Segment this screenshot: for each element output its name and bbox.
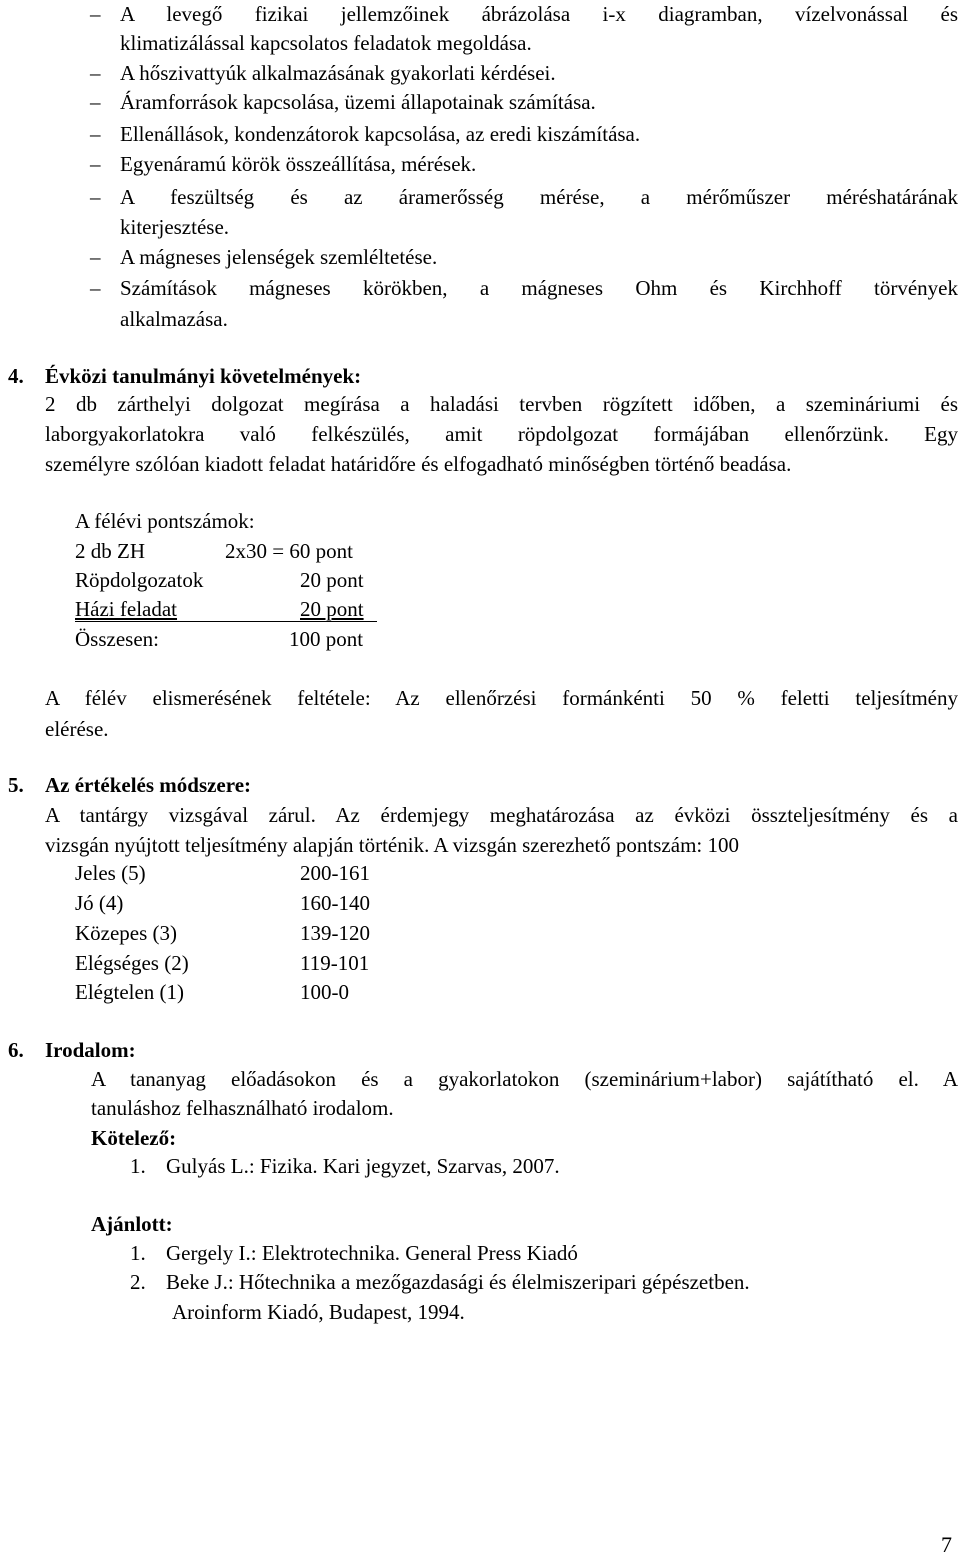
list-item: Áramforrások kapcsolása, üzemi állapotainak számítása. xyxy=(120,90,596,114)
list-item: A mágneses jelenségek szemléltetése. xyxy=(120,245,438,269)
points-value: 2x30 = 60 pont xyxy=(225,539,353,563)
section-title: Irodalom: xyxy=(45,1038,136,1062)
reference-number: 1. xyxy=(130,1241,146,1265)
recommended-title: Ajánlott: xyxy=(91,1212,173,1236)
list-item: Egyenáramú körök összeállítása, mérések. xyxy=(120,152,477,176)
grade-range: 200-161 xyxy=(300,861,370,885)
grade-name: Elégtelen (1) xyxy=(75,980,185,1004)
section-number: 6. xyxy=(8,1038,24,1062)
list-dash: – xyxy=(90,61,101,85)
points-value: 20 pont xyxy=(300,568,364,592)
points-label: Összesen: xyxy=(75,627,159,651)
points-title: A félévi pontszámok: xyxy=(75,509,255,533)
list-item-cont: alkalmazása. xyxy=(120,307,228,331)
reference-item: Gergely I.: Elektrotechnika. General Press Kiadó xyxy=(166,1241,578,1265)
required-title: Kötelező: xyxy=(91,1126,177,1150)
list-dash: – xyxy=(90,122,101,146)
list-item: Számítások mágneses körökben, a mágneses Ohm és Kirchhoff törvények xyxy=(120,276,958,300)
reference-item: Beke J.: Hőtechnika a mezőgazdasági és élelmiszeripari gépészetben. xyxy=(166,1270,750,1294)
paragraph-line: 2 db zárthelyi dolgozat megírása a haladási tervben rögzített időben, a szemináriumi és xyxy=(45,392,958,416)
points-label: 2 db ZH xyxy=(75,539,145,563)
sum-rule xyxy=(75,621,377,622)
list-dash: – xyxy=(90,90,101,114)
list-dash: – xyxy=(90,2,101,26)
list-item: A feszültség és az áramerősség mérése, a mérőműszer méréshatárának xyxy=(120,185,958,209)
points-value: 100 pont xyxy=(289,627,364,651)
paragraph-line: tanuláshoz felhasználható irodalom. xyxy=(91,1096,394,1120)
paragraph-line: vizsgán nyújtott teljesítmény alapján történik. A vizsgán szerezhető pontszám: 100 xyxy=(45,833,739,857)
section-title: Az értékelés módszere: xyxy=(45,773,252,797)
points-label: Röpdolgozatok xyxy=(75,568,204,592)
reference-item-cont: Aroinform Kiadó, Budapest, 1994. xyxy=(172,1300,465,1324)
section-title: Évközi tanulmányi követelmények: xyxy=(45,364,362,388)
reference-number: 1. xyxy=(130,1154,146,1178)
list-item: A levegő fizikai jellemzőinek ábrázolása i-x diagramban, vízelvonással és xyxy=(120,2,958,26)
points-label: Házi feladat xyxy=(75,597,178,621)
reference-item: Gulyás L.: Fizika. Kari jegyzet, Szarvas, 2007. xyxy=(166,1154,560,1178)
grade-name: Jeles (5) xyxy=(75,861,146,885)
list-dash: – xyxy=(90,185,101,209)
list-item: Ellenállások, kondenzátorok kapcsolása, az eredi kiszámítása. xyxy=(120,122,641,146)
list-dash: – xyxy=(90,245,101,269)
grade-name: Jó (4) xyxy=(75,891,124,915)
grade-name: Elégséges (2) xyxy=(75,951,189,975)
list-item-cont: kiterjesztése. xyxy=(120,215,230,239)
grade-range: 139-120 xyxy=(300,921,370,945)
list-dash: – xyxy=(90,152,101,176)
section-number: 5. xyxy=(8,773,24,797)
grade-range: 160-140 xyxy=(300,891,370,915)
reference-number: 2. xyxy=(130,1270,146,1294)
page-number: 7 xyxy=(941,1532,952,1557)
section-number: 4. xyxy=(8,364,24,388)
grade-name: Közepes (3) xyxy=(75,921,178,945)
grade-range: 119-101 xyxy=(300,951,370,975)
list-dash: – xyxy=(90,276,101,300)
condition-line: elérése. xyxy=(45,717,109,741)
paragraph-line: személyre szólóan kiadott feladat határidőre és elfogadható minőségben történő beadása. xyxy=(45,452,792,476)
points-value: 20 pont xyxy=(300,597,364,621)
list-item-cont: klimatizálással kapcsolatos feladatok megoldása. xyxy=(120,31,532,55)
paragraph-line: A tananyag előadásokon és a gyakorlatokon (szeminárium+labor) sajátítható el. A xyxy=(91,1067,958,1091)
list-item: A hőszivattyúk alkalmazásának gyakorlati kérdései. xyxy=(120,61,556,85)
grade-range: 100-0 xyxy=(300,980,349,1004)
condition-line: A félév elismerésének feltétele: Az ellenőrzési formánkénti 50 % feletti teljesítmény xyxy=(45,686,958,710)
paragraph-line: laborgyakorlatokra való felkészülés, amit röpdolgozat formájában ellenőrzünk. Egy xyxy=(45,422,958,446)
paragraph-line: A tantárgy vizsgával zárul. Az érdemjegy meghatározása az évközi összteljesítmény és a xyxy=(45,803,958,827)
